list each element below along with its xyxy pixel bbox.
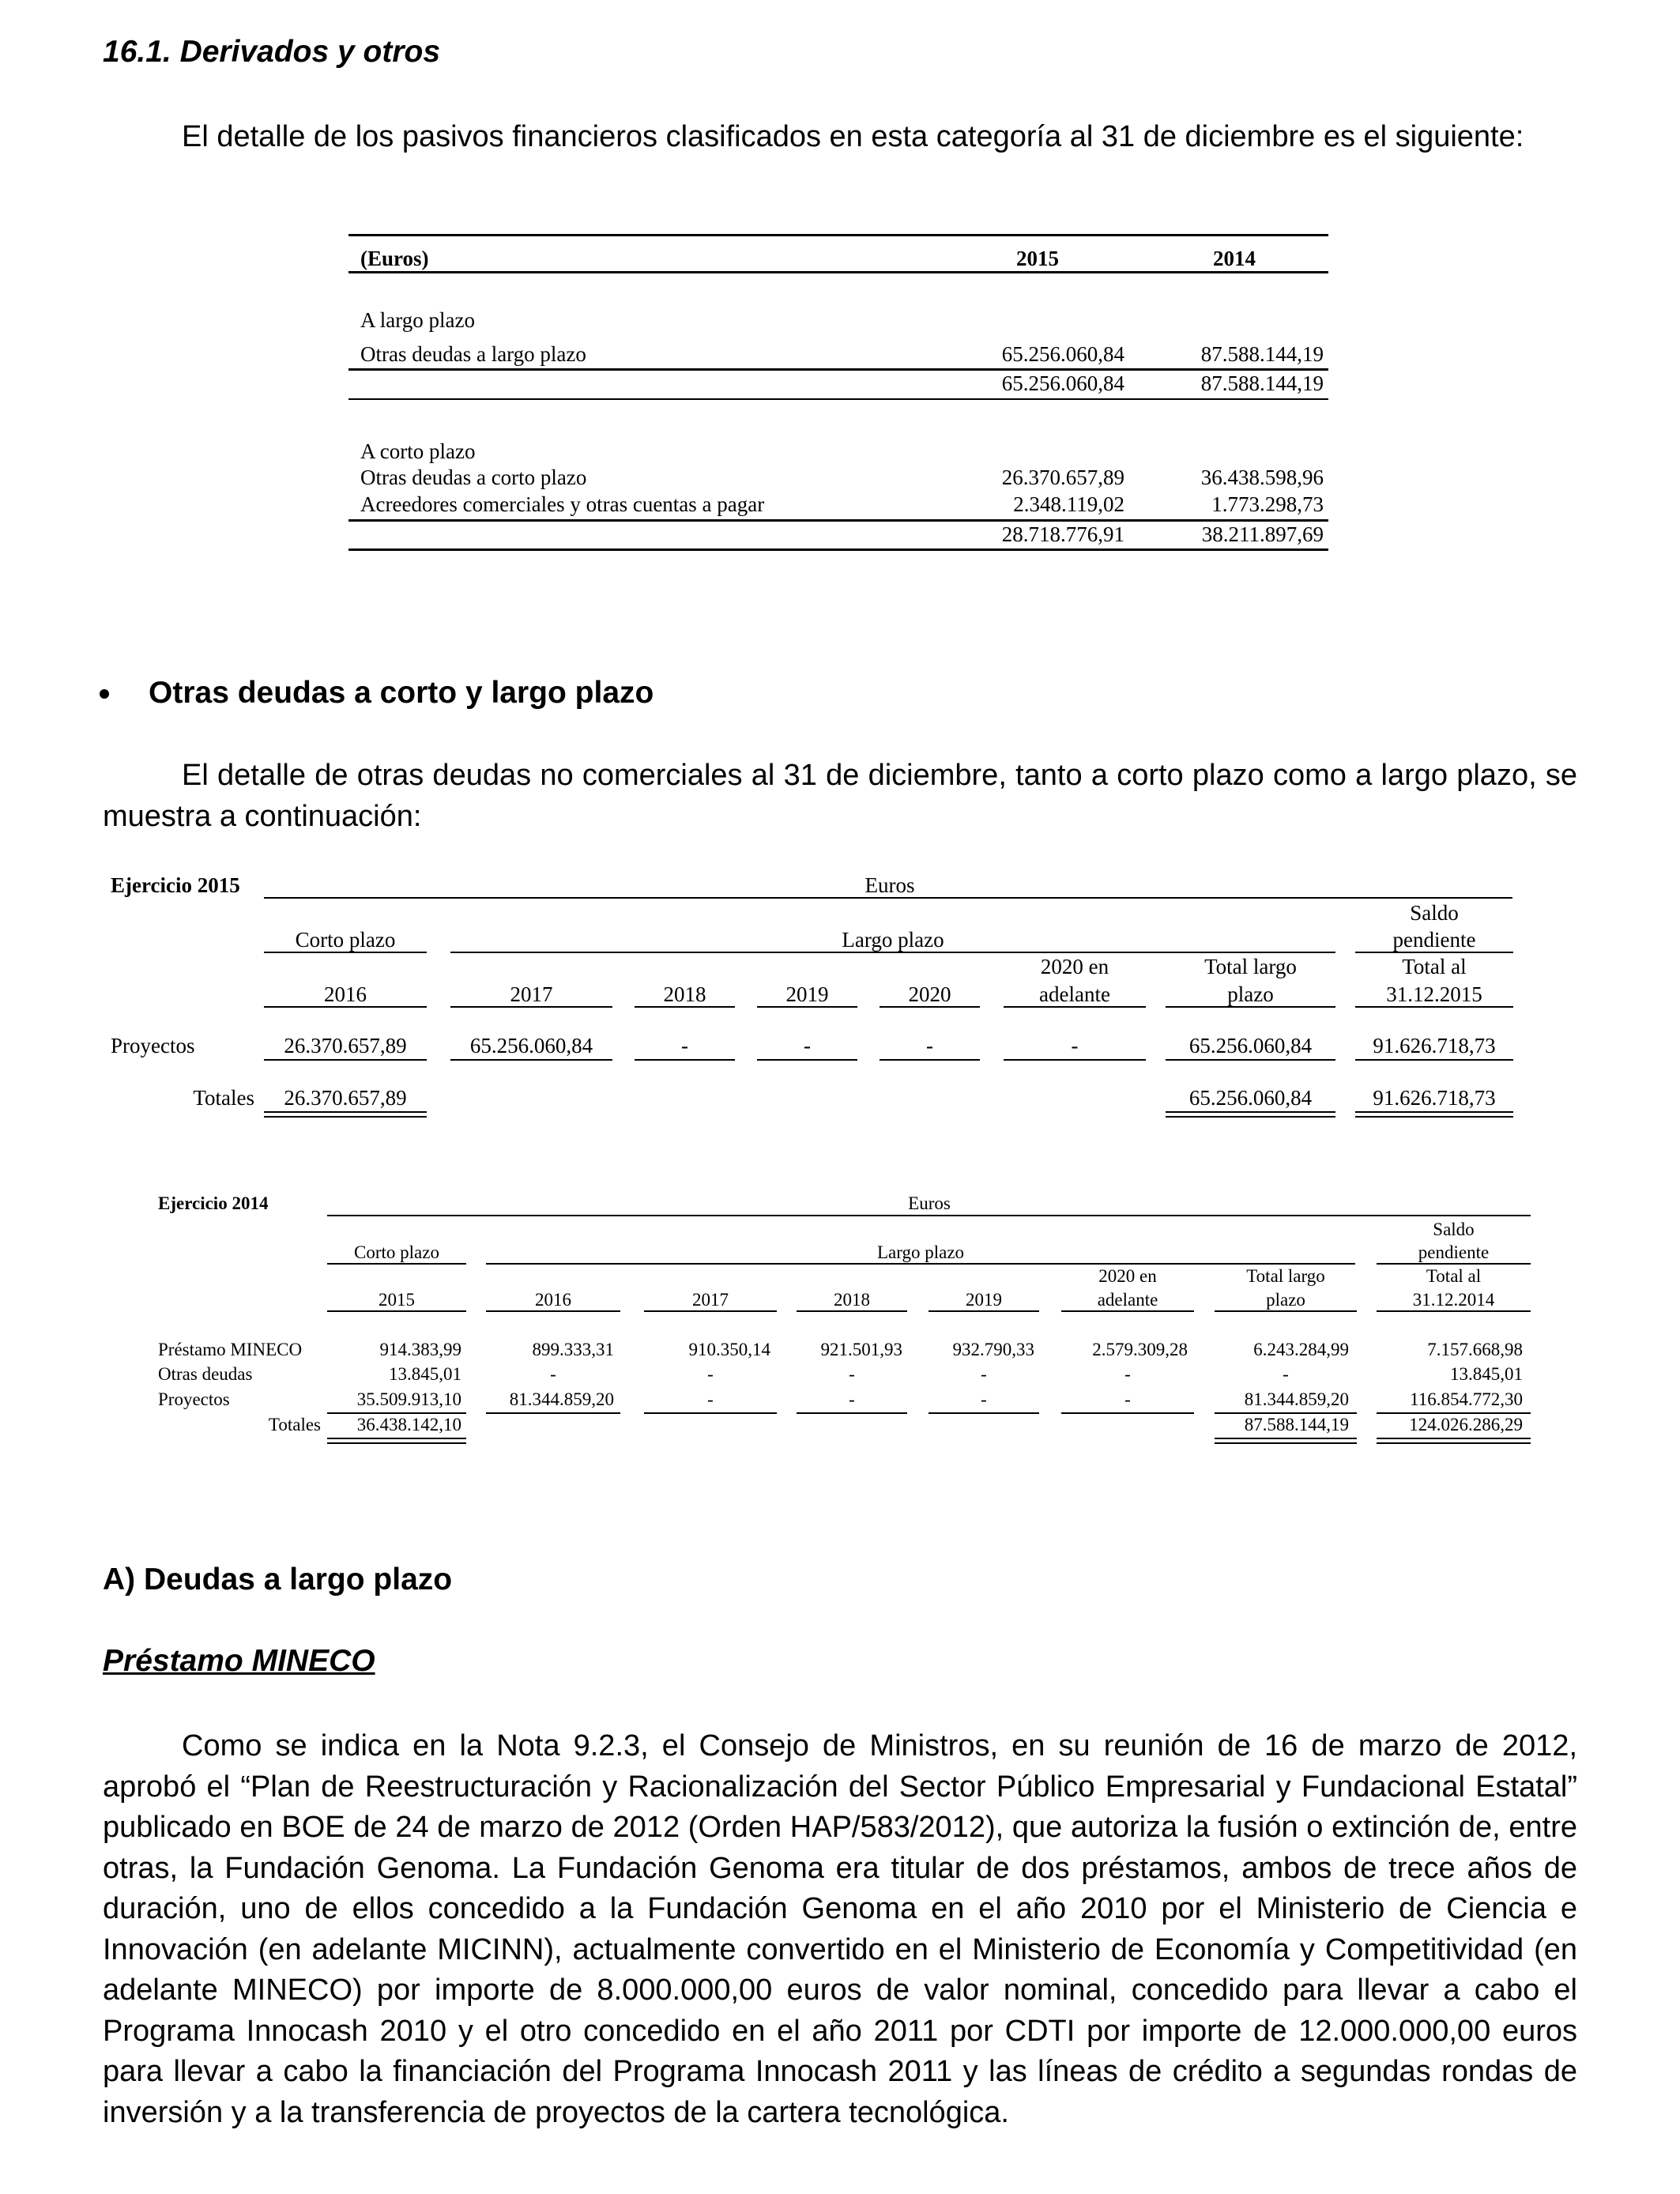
ejercicio-2014-label: Ejercicio 2014 [158, 1193, 269, 1213]
row-acreedores-label: Acreedores comerciales y otras cuentas a pagar [360, 492, 765, 516]
col-total-1-2015: Total largo [1204, 955, 1297, 978]
row-otras-deudas-corto-label: Otras deudas a corto plazo [360, 466, 587, 489]
heading-deudas-largo-plazo: A) Deudas a largo plazo [103, 1563, 453, 1596]
cell-otras-2016: - [550, 1364, 556, 1384]
ejercicio-2015-label: Ejercicio 2015 [111, 873, 240, 897]
rule-r-total-b [1215, 1412, 1357, 1414]
totales-corto-2015: 26.370.657,89 [284, 1086, 407, 1110]
row-proyectos-label-2015: Proyectos [111, 1034, 195, 1057]
euros-label-2015: Euros [864, 873, 915, 897]
rule-r-adelante-b [1061, 1412, 1194, 1414]
intro-paragraph-text: El detalle de los pasivos financieros clasificados en esta categoría al 31 de diciembre es el siguiente: [182, 120, 1524, 153]
totales-label-2015: Totales [193, 1086, 254, 1110]
cell-mineco-adelante: 2.579.309,28 [1092, 1340, 1188, 1359]
rule-t1-total-b [1215, 1438, 1357, 1439]
mineco-paragraph [103, 1726, 1577, 2133]
intro-paragraph [103, 117, 1577, 158]
saldo-1-2015: Saldo [1410, 901, 1459, 925]
rule-h-2016 [264, 1006, 427, 1008]
cell-proy-saldo: 116.854.772,30 [1410, 1389, 1523, 1409]
rule-h-2017-b [644, 1310, 777, 1312]
cell-otras-adelante: - [1124, 1364, 1131, 1384]
cell-proy-2016: 81.344.859,20 [509, 1389, 614, 1409]
detalle-paragraph-text: El detalle de otras deudas no comerciales al 31 de diciembre, tanto a corto plazo como a largo plazo, se muestra a continuación: [103, 759, 1577, 833]
largo-plazo-2015: Largo plazo [842, 928, 944, 952]
cell-proyectos-adelante: - [1071, 1034, 1079, 1057]
col-2015-b: 2015 [379, 1290, 415, 1310]
rule-t1-corto [264, 1111, 427, 1113]
col-total-2-2015: plazo [1227, 982, 1274, 1006]
rule-h-2018-b [797, 1310, 907, 1312]
rule-r-2018 [635, 1059, 735, 1061]
rule-r-saldo [1355, 1059, 1513, 1061]
table-rule-corto-sub [348, 519, 1328, 522]
heading-prestamo-mineco: Préstamo MINECO [103, 1644, 375, 1678]
rule-euros-2015 [264, 897, 1512, 899]
rule-t1-saldo-b [1377, 1438, 1531, 1439]
rule-h-2019 [757, 1006, 857, 1008]
cell-otras-2015: 13.845,01 [389, 1364, 461, 1384]
largo-plazo-2014: Largo plazo [876, 1242, 965, 1262]
corto-plazo-title: A corto plazo [360, 439, 476, 463]
col-saldo-2-2014: 31.12.2014 [1412, 1290, 1495, 1310]
section-heading: 16.1. Derivados y otros [103, 35, 441, 69]
cell-mineco-2015: 914.383,99 [379, 1340, 461, 1359]
cell-otras-2019: - [981, 1364, 987, 1384]
col-2016: 2016 [324, 982, 367, 1006]
row-otras-deudas-largo-2014: 87.588.144,19 [1200, 342, 1324, 366]
header-2014: 2014 [1213, 247, 1256, 270]
rule-h-2020 [880, 1006, 980, 1008]
largo-total-2014: 87.588.144,19 [1200, 371, 1324, 395]
totales-total-2015: 65.256.060,84 [1188, 1086, 1313, 1110]
cell-otras-total: - [1283, 1364, 1289, 1384]
saldo-2-2014: pendiente [1418, 1242, 1490, 1262]
corto-plazo-2015: Corto plazo [295, 928, 396, 952]
cell-otras-saldo: 13.845,01 [1450, 1364, 1523, 1384]
corto-plazo-2014: Corto plazo [354, 1242, 439, 1262]
col-adelante-1-2014: 2020 en [1098, 1266, 1157, 1286]
rule-euros-2014 [327, 1215, 1531, 1216]
rule-t2-saldo-b [1377, 1442, 1531, 1444]
col-adelante-1-2015: 2020 en [1040, 955, 1109, 978]
col-2018-b: 2018 [834, 1290, 870, 1310]
rule-r-adelante [1004, 1059, 1146, 1061]
rule-t2-total [1166, 1116, 1335, 1118]
col-saldo-1-2015: Total al [1402, 955, 1467, 978]
cell-mineco-total: 6.243.284,99 [1253, 1340, 1349, 1359]
rule-r-2017 [450, 1059, 612, 1061]
corto-total-2014: 38.211.897,69 [1201, 522, 1324, 546]
cell-otras-2018: - [849, 1364, 855, 1384]
totales-label-2014: Totales [268, 1415, 321, 1434]
bullet-icon [100, 689, 109, 699]
rule-r-2016-b [486, 1412, 620, 1414]
totales-total-2014: 87.588.144,19 [1244, 1415, 1349, 1434]
col-2016-b: 2016 [535, 1290, 571, 1310]
rule-corto-2015 [264, 952, 427, 953]
col-2019-b: 2019 [966, 1290, 1002, 1310]
row-otras-deudas-largo-2015: 65.256.060,84 [1001, 342, 1124, 366]
cell-proyectos-2019: - [804, 1034, 811, 1057]
rule-r-2020 [880, 1059, 980, 1061]
rule-h-2019-b [929, 1310, 1039, 1312]
euros-label-2014: Euros [908, 1193, 951, 1213]
col-adelante-2-2014: adelante [1097, 1290, 1158, 1310]
largo-total-2015: 65.256.060,84 [1001, 371, 1124, 395]
col-saldo-2-2015: 31.12.2015 [1386, 982, 1482, 1006]
row-otras-deudas-corto-2015: 26.370.657,89 [1001, 466, 1124, 489]
col-2020: 2020 [908, 982, 951, 1006]
row-otras-deudas-largo-label: Otras deudas a largo plazo [360, 342, 586, 366]
rule-h-saldo-b [1377, 1310, 1531, 1312]
table-rule-bottom [348, 548, 1328, 551]
col-total-1-2014: Total largo [1246, 1266, 1325, 1286]
rule-r-2019 [757, 1059, 857, 1061]
rule-r-2015-b [327, 1412, 466, 1414]
saldo-1-2014: Saldo [1433, 1220, 1475, 1239]
cell-proyectos-total: 65.256.060,84 [1188, 1034, 1313, 1057]
cell-proyectos-2016: 26.370.657,89 [284, 1034, 407, 1057]
col-2019: 2019 [785, 982, 829, 1006]
rule-h-total [1166, 1006, 1335, 1008]
table-rule-largo-sub [348, 368, 1328, 371]
rule-r-2019-b [929, 1412, 1039, 1414]
rule-t1-saldo [1355, 1111, 1513, 1113]
mineco-paragraph-text: Como se indica en la Nota 9.2.3, el Consejo de Ministros, en su reunión de 16 de marzo de 2012, aprobó el “Plan de Reestructuración y Racionalización del Sector Público Empresarial y Fundacional Estatal” publicado en BOE de 24 de marzo de 2012 (Orden HAP/583/2012), que autoriza la fusión o extinción de, entre otras, la Fundación Genoma. La Fundación Genoma era titular de dos préstamos, ambos de trece años de duración, uno de ellos concedido a la Fundación Genoma en el año 2010 por el Ministerio de Ciencia e Innovación (en adelante MICINN), actualmente convertido en el Ministerio de Economía y Competitividad (en adelante MINECO) por importe de 8.000.000,00 euros de valor nominal, concedido para llevar a cabo el Programa Innocash 2010 y el otro concedido en el año 2011 por CDTI por importe de 12.000.000,00 euros para llevar a cabo la financiación del Programa Innocash 2011 y las líneas de crédito a segundas rondas de inversión y a la transferencia de proyectos de la cartera tecnológica. [103, 1729, 1577, 2129]
rule-t1-corto-b [327, 1438, 466, 1439]
row-otras-deudas-corto-2014: 36.438.598,96 [1200, 466, 1324, 489]
totales-saldo-2015: 91.626.718,73 [1373, 1086, 1496, 1110]
cell-proy-2015: 35.509.913,10 [356, 1389, 461, 1409]
row-proyectos-label-2014: Proyectos [158, 1389, 230, 1409]
cell-mineco-2017: 910.350,14 [688, 1340, 770, 1359]
row-acreedores-2014: 1.773.298,73 [1211, 492, 1324, 516]
rule-h-saldo [1355, 1006, 1513, 1008]
rule-largo-2015 [450, 952, 1335, 953]
rule-h-adelante [1004, 1006, 1146, 1008]
cell-mineco-2019: 932.790,33 [952, 1340, 1034, 1359]
corto-total-2015: 28.718.776,91 [1001, 522, 1124, 546]
rule-corto-2014 [327, 1263, 466, 1265]
cell-mineco-2018: 921.501,93 [820, 1340, 902, 1359]
cell-mineco-2016: 899.333,31 [532, 1340, 614, 1359]
col-2017: 2017 [510, 982, 553, 1006]
rule-largo-2014 [486, 1263, 1355, 1265]
rule-saldo-2015 [1355, 952, 1513, 953]
totales-saldo-2014: 124.026.286,29 [1409, 1415, 1523, 1434]
totales-corto-2014: 36.438.142,10 [356, 1415, 461, 1434]
rule-h-total-b [1215, 1310, 1357, 1312]
table-rule-header [348, 271, 1328, 273]
cell-proyectos-2020: - [926, 1034, 933, 1057]
col-total-2-2014: plazo [1266, 1290, 1305, 1310]
rule-r-2016 [264, 1059, 427, 1061]
detalle-paragraph [103, 756, 1577, 837]
cell-proy-total: 81.344.859,20 [1244, 1389, 1349, 1409]
rule-r-2017-b [644, 1412, 777, 1414]
row-mineco-label: Préstamo MINECO [158, 1340, 303, 1359]
rule-h-2018 [635, 1006, 735, 1008]
rule-h-2015-b [327, 1310, 466, 1312]
table-rule-top [348, 234, 1328, 236]
rule-t2-corto [264, 1116, 427, 1118]
col-adelante-2-2015: adelante [1039, 982, 1110, 1006]
col-2018: 2018 [663, 982, 706, 1006]
cell-proy-2018: - [849, 1389, 855, 1409]
rule-h-adelante-b [1061, 1310, 1194, 1312]
cell-proyectos-2017: 65.256.060,84 [469, 1034, 593, 1057]
saldo-2-2015: pendiente [1392, 928, 1476, 952]
table-rule-largo-total [348, 398, 1328, 400]
rule-r-total [1166, 1059, 1335, 1061]
rule-h-2016-b [486, 1310, 620, 1312]
row-acreedores-2015: 2.348.119,02 [1013, 492, 1124, 516]
cell-proyectos-2018: - [681, 1034, 688, 1057]
cell-proy-2019: - [981, 1389, 987, 1409]
largo-plazo-title: A largo plazo [360, 308, 475, 332]
rule-t1-total [1166, 1111, 1335, 1113]
rule-t2-corto-b [327, 1442, 466, 1444]
header-2015: 2015 [1016, 247, 1059, 270]
cell-otras-2017: - [707, 1364, 714, 1384]
bullet-heading: Otras deudas a corto y largo plazo [149, 676, 654, 710]
col-2017-b: 2017 [692, 1290, 729, 1310]
cell-proy-2017: - [707, 1389, 714, 1409]
rule-t2-total-b [1215, 1442, 1357, 1444]
rule-saldo-2014 [1377, 1263, 1531, 1265]
row-otras-label: Otras deudas [158, 1364, 253, 1384]
cell-mineco-saldo: 7.157.668,98 [1427, 1340, 1523, 1359]
rule-r-2018-b [797, 1412, 907, 1414]
rule-r-saldo-b [1377, 1412, 1531, 1414]
cell-proy-adelante: - [1124, 1389, 1131, 1409]
header-euros: (Euros) [360, 247, 429, 270]
col-saldo-1-2014: Total al [1426, 1266, 1482, 1286]
rule-h-2017 [450, 1006, 612, 1008]
cell-proyectos-saldo: 91.626.718,73 [1373, 1034, 1496, 1057]
rule-t2-saldo [1355, 1116, 1513, 1118]
